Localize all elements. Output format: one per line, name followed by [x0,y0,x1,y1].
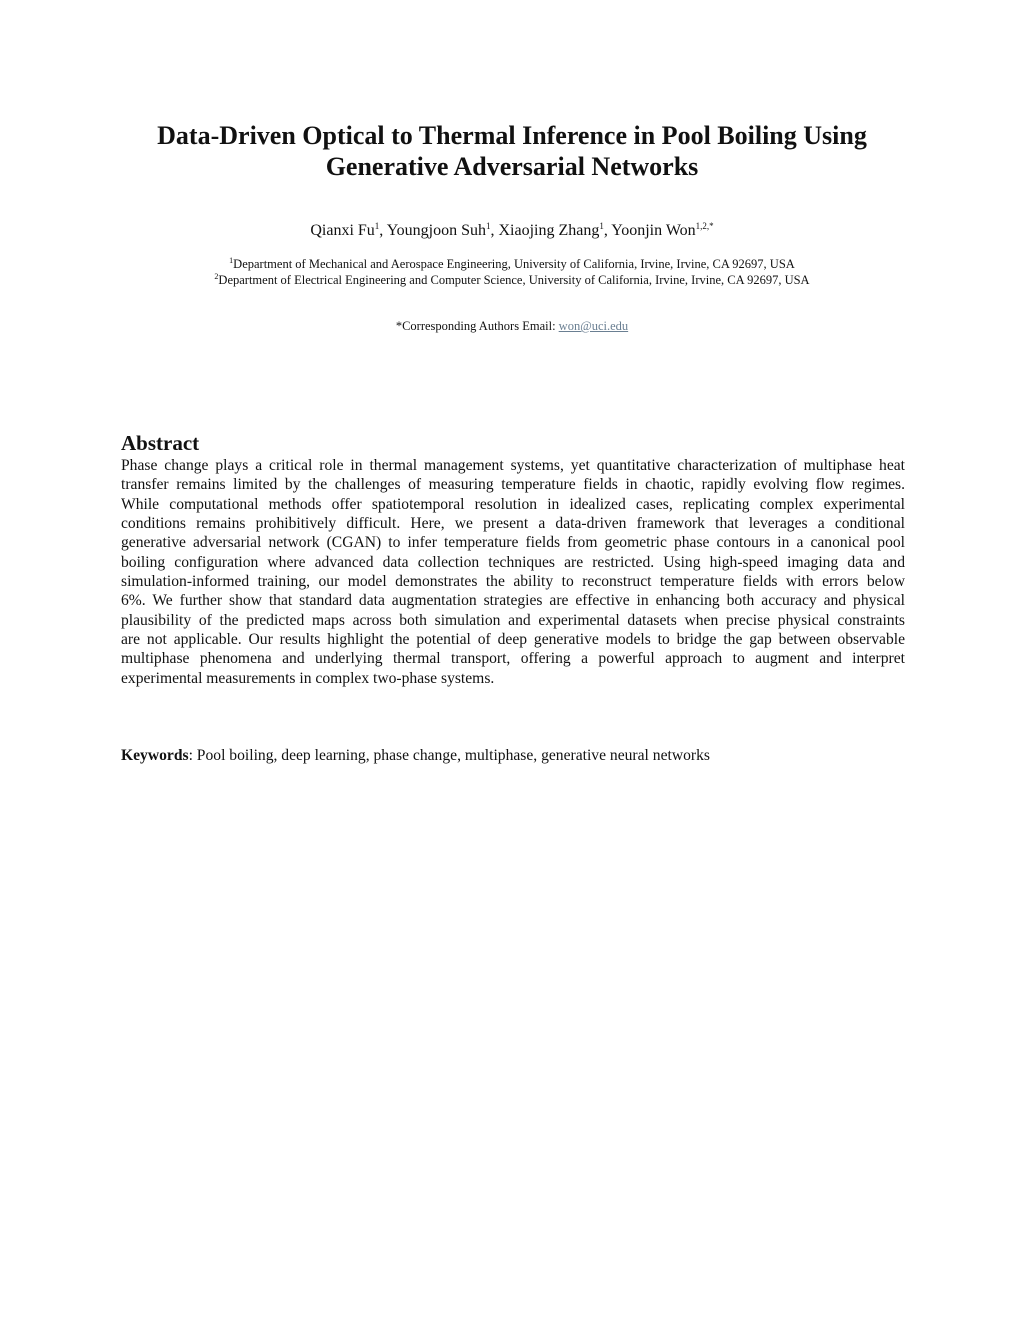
abstract-line: While computational methods offer spatiotemporal resolution in idealized cases, replicating complex experimental [121,495,905,513]
title-line-2: Generative Adversarial Networks [325,152,699,181]
author-affiliation-mark: 1 [599,221,604,231]
corresponding-label: *Corresponding Authors Email: [395,319,559,333]
affiliation-1 [112,256,912,272]
author-affiliation-mark: 1 [486,221,491,231]
corresponding-email-link[interactable]: won@uci.edu [558,319,629,333]
author-name: Youngjoon Suh [386,222,486,239]
author-list [112,221,912,241]
keywords-text: : Pool boiling, deep learning, phase change, multiphase, generative neural networks [188,747,710,764]
affiliation-mark: 1 [229,256,234,265]
keywords-label: Keywords [121,747,189,764]
abstract-heading: Abstract [121,431,200,455]
paper-title [112,120,912,182]
affiliation-mark: 2 [214,272,219,281]
author-name: Xiaojing Zhang [498,222,600,239]
author-name: Yoonjin Won [611,222,696,239]
keywords [121,746,905,766]
author-separator: , [379,222,387,239]
abstract-line: Phase change plays a critical role in thermal management systems, yet quantitative characterization of multiphase heat [121,457,905,474]
affiliation-text: Department of Electrical Engineering and Computer Science, University of California, Irvine, Irvine, CA 92697, USA [218,273,810,287]
author-affiliation-mark: 1 [374,221,380,231]
author-name: Qianxi Fu [310,222,375,239]
abstract-line: plausibility of the predicted maps across both simulation and experimental datasets when precise physical constraints [121,611,905,629]
abstract-line: 6%. We further show that standard data augmentation strategies are effective in enhancing both accuracy and physical [121,592,905,610]
abstract-line: simulation-informed training, our model demonstrates the ability to reconstruct temperature fields with errors below [121,573,905,591]
author-separator: , [603,222,612,239]
corresponding-author [112,318,912,334]
abstract-line: boiling configuration where advanced data collection techniques are restricted. Using high-speed imaging data and [121,553,905,571]
author-affiliation-mark: 1,2,* [695,221,714,231]
abstract-line: conditions remains prohibitively difficult. Here, we present a data-driven framework that leverages a conditional [121,515,905,533]
affiliation-list [112,256,912,288]
abstract-line: transfer remains limited by the challenges of measuring temperature fields in chaotic, rapidly evolving flow regimes. [121,476,905,494]
abstract-body [121,456,905,688]
abstract-line: generative adversarial network (CGAN) to infer temperature fields from geometric phase contours in a canonical pool [121,534,905,552]
affiliation-2 [112,272,912,288]
author-separator: , [490,222,499,239]
abstract-line: multiphase phenomena and underlying thermal transport, offering a powerful approach to augment and interpret [121,650,905,668]
affiliation-text: Department of Mechanical and Aerospace Engineering, University of California, Irvine, Irvine, CA 92697, USA [233,257,795,271]
title-line-1: Data-Driven Optical to Thermal Inference in Pool Boiling Using [157,121,867,150]
abstract-line: experimental measurements in complex two-phase systems. [121,669,495,687]
abstract-line: are not applicable. Our results highlight the potential of deep generative models to bridge the gap between observable [121,631,905,649]
